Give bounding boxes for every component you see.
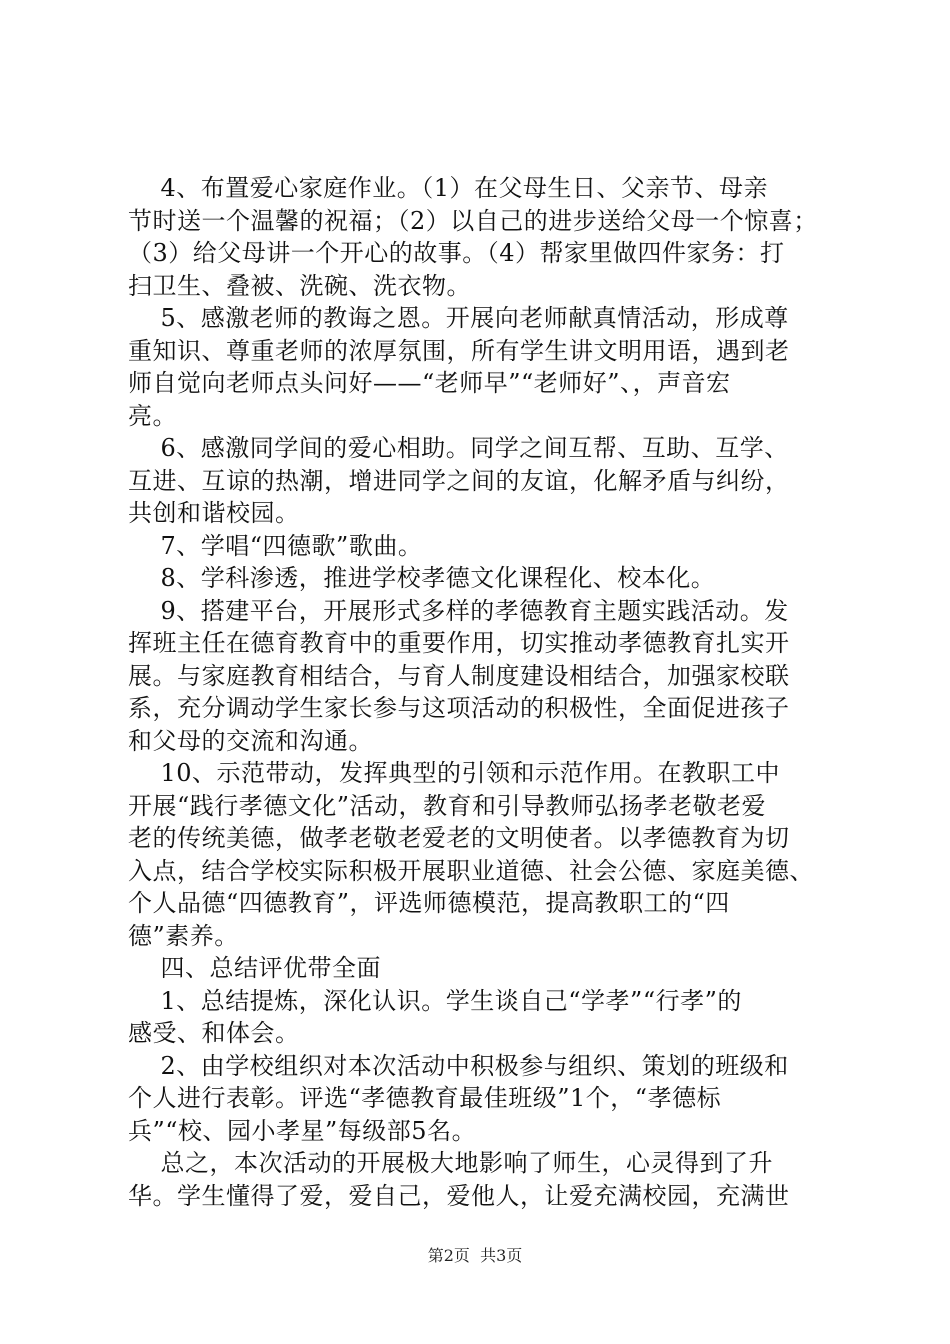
text-line: 7、学唱“四德歌”歌曲。	[128, 531, 423, 560]
text-line: 入点，结合学校实际积极开展职业道德、社会公德、家庭美德、	[128, 856, 814, 885]
section-heading: 四、总结评优带全面	[128, 954, 382, 982]
text-line: 亮。	[128, 401, 177, 430]
text-line: 华。学生懂得了爱，爱自己，爱他人，让爱充满校园，充满世	[128, 1181, 790, 1210]
text-line: 5、感激老师的教诲之恩。开展向老师献真情活动，形成尊	[128, 304, 789, 332]
text-line: 开展“践行孝德文化”活动，教育和引导教师弘扬孝老敬老爱	[128, 791, 767, 820]
text-line: 重知识、尊重老师的浓厚氛围，所有学生讲文明用语，遇到老	[128, 336, 790, 365]
text-line: 兵”“校、园小孝星”每级部5名。	[128, 1116, 477, 1145]
text-line: 挥班主任在德育教育中的重要作用，切实推动孝德教育扎实开	[128, 629, 790, 657]
text-line: （3）给父母讲一个开心的故事。（4）帮家里做四件家务：打	[128, 239, 785, 267]
text-line: 4、布置爱心家庭作业。（1）在父母生日、父亲节、母亲	[128, 174, 769, 202]
text-line: 个人品德“四德教育”，评选师德模范，提高教职工的“四	[128, 889, 730, 917]
text-line: 1、总结提炼，深化认识。学生谈自己“学孝”“行孝”的	[128, 986, 742, 1015]
text-line: 师自觉向老师点头问好——“老师早”“老师好”、，声音宏	[128, 369, 731, 397]
text-line: 共创和谐校园。	[128, 499, 300, 527]
text-line: 德”素养。	[128, 921, 239, 950]
page-number-footer: 第2页 共3页	[427, 1246, 523, 1265]
text-line: 节时送一个温馨的祝福；（2）以自己的进步送给父母一个惊喜；	[128, 206, 818, 235]
text-line: 感受、和体会。	[128, 1019, 300, 1047]
document-body	[128, 172, 832, 1212]
text-line: 展。与家庭教育相结合，与育人制度建设相结合，加强家校联	[128, 661, 790, 690]
text-line: 2、由学校组织对本次活动中积极参与组织、策划的班级和	[128, 1051, 789, 1080]
text-line: 总之，本次活动的开展极大地影响了师生，心灵得到了升	[128, 1149, 774, 1177]
text-line: 互进、互谅的热潮，增进同学之间的友谊，化解矛盾与纠纷，	[128, 466, 790, 495]
text-line: 9、搭建平台，开展形式多样的孝德教育主题实践活动。发	[128, 596, 789, 625]
text-line: 个人进行表彰。评选“孝德教育最佳班级”1个，“孝德标	[128, 1084, 722, 1112]
text-line: 扫卫生、叠被、洗碗、洗衣物。	[128, 271, 471, 300]
text-line: 10、示范带动，发挥典型的引领和示范作用。在教职工中	[128, 759, 781, 787]
text-line: 6、感激同学间的爱心相助。同学之间互帮、互助、互学、	[128, 434, 789, 462]
text-line: 和父母的交流和沟通。	[128, 726, 373, 755]
text-line: 系，充分调动学生家长参与这项活动的积极性，全面促进孩子	[128, 694, 790, 722]
text-line: 老的传统美德，做孝老敬老爱老的文明使者。以孝德教育为切	[128, 824, 790, 852]
text-line: 8、学科渗透，推进学校孝德文化课程化、校本化。	[128, 564, 716, 592]
